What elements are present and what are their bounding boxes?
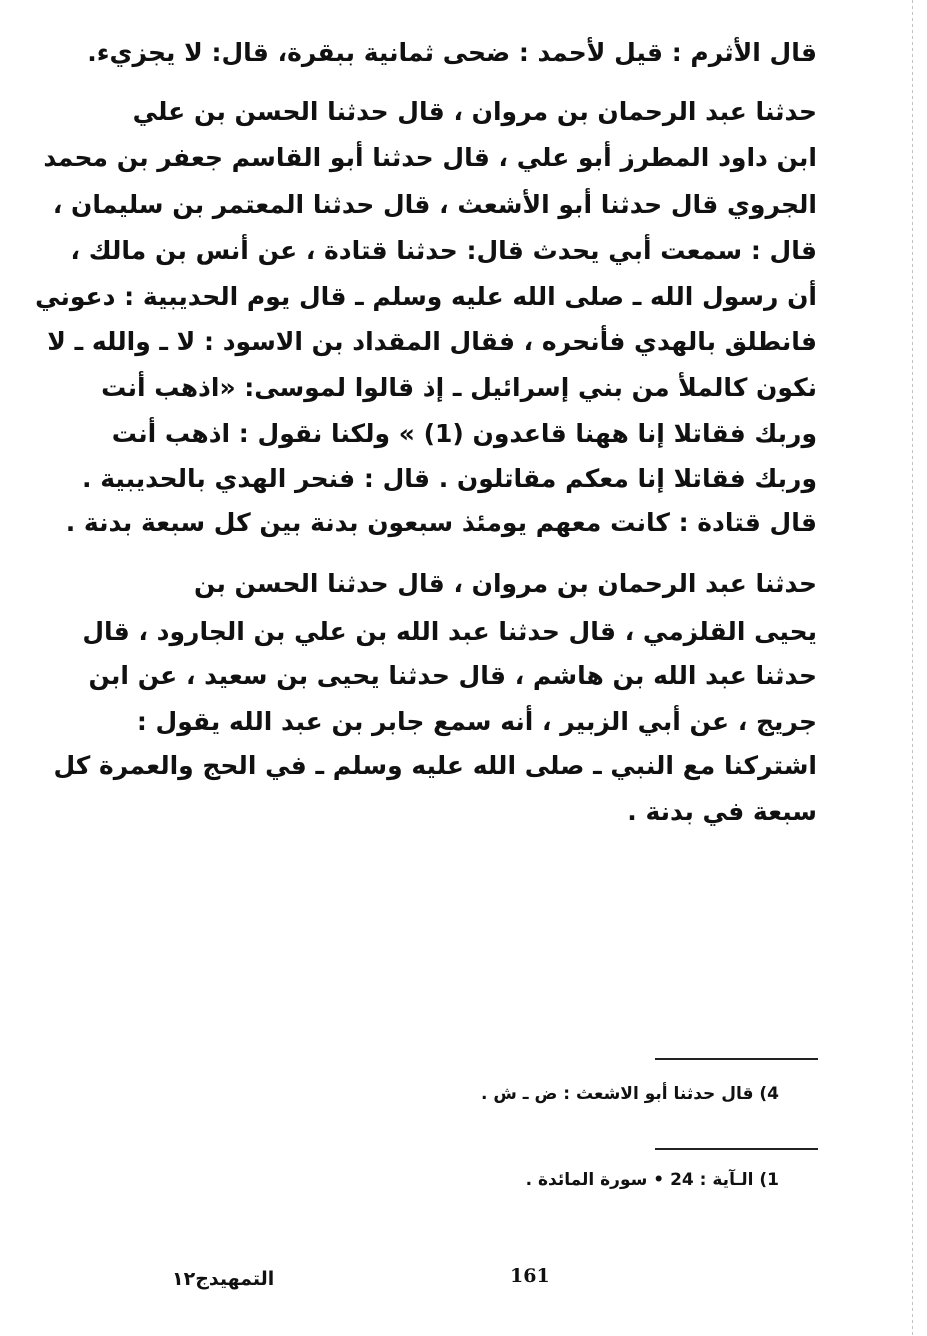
- text-line: وربك فقاتلا إنا ههنا قاعدون (1) » ولكنا نقول : اذهب أنت: [111, 419, 817, 448]
- page-number: 161: [510, 1265, 550, 1287]
- footnote-rule: [655, 1148, 818, 1150]
- text-line: قال : سمعت أبي يحدث قال: حدثنا قتادة ، عن أنس بن مالك ،: [70, 236, 817, 265]
- text-line: قال الأثرم : قيل لأحمد : ضحى ثمانية ببقرة، قال: لا يجزيء.: [87, 38, 817, 67]
- text-line: اشتركنا مع النبي ـ صلى الله عليه وسلم ـ في الحج والعمرة كل: [53, 751, 817, 780]
- text-line: قال قتادة : كانت معهم يومئذ سبعون بدنة بين كل سبعة بدنة .: [65, 508, 817, 537]
- text-line: وربك فقاتلا إنا معكم مقاتلون . قال : فنحر الهدي بالحديبية .: [82, 464, 817, 493]
- text-line: حدثنا عبد الله بن هاشم ، قال حدثنا يحيى بن سعيد ، عن ابن: [88, 661, 817, 690]
- footnote: 4) قال حدثنا أبو الاشعث : ض ـ ش .: [481, 1084, 779, 1104]
- text-line: أن رسول الله ـ صلى الله عليه وسلم ـ قال يوم الحديبية : دعوني: [35, 282, 817, 311]
- text-line: جريج ، عن أبي الزبير ، أنه سمع جابر بن عبد الله يقول :: [136, 707, 817, 736]
- text-line: نكون كالملأ من بني إسرائيل ـ إذ قالوا لموسى: «اذهب أنت: [101, 373, 817, 402]
- text-line: يحيى القلزمي ، قال حدثنا عبد الله بن علي بن الجارود ، قال: [82, 617, 817, 646]
- footnote-rule: [655, 1058, 818, 1060]
- text-line: حدثنا عبد الرحمان بن مروان ، قال حدثنا الحسن بن: [193, 569, 817, 598]
- page-edge: [912, 0, 913, 1336]
- text-line: الجروي قال حدثنا أبو الأشعث ، قال حدثنا المعتمر بن سليمان ،: [52, 190, 817, 219]
- text-line: ابن داود المطرز أبو علي ، قال حدثنا أبو القاسم جعفر بن محمد: [43, 143, 817, 172]
- text-line: سبعة في بدنة .: [627, 797, 817, 826]
- text-line: حدثنا عبد الرحمان بن مروان ، قال حدثنا الحسن بن علي: [132, 97, 817, 126]
- footnote: 1) الـآية : 24 • سورة المائدة .: [525, 1170, 779, 1190]
- text-line: فانطلق بالهدي فأنحره ، فقال المقداد بن الاسود : لا ـ والله ـ لا: [47, 327, 817, 356]
- running-head: التمهيدج١٢: [172, 1268, 275, 1290]
